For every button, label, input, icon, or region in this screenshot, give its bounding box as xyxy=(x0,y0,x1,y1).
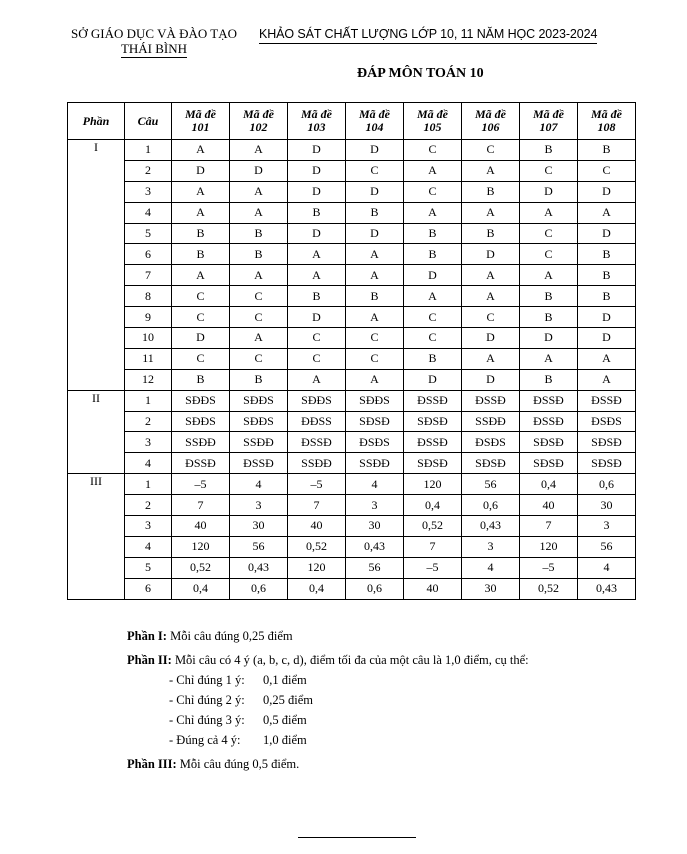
answer-cell: C xyxy=(230,307,288,328)
answer-cell: C xyxy=(404,140,462,161)
answer-cell: ĐSSĐ xyxy=(404,432,462,453)
answer-cell: 30 xyxy=(230,516,288,537)
answer-cell: D xyxy=(404,369,462,390)
answer-cell: A xyxy=(462,348,520,369)
answer-cell: 56 xyxy=(578,536,636,557)
answer-cell: C xyxy=(404,307,462,328)
col-cau-header: Câu xyxy=(125,103,172,140)
answer-cell: B xyxy=(288,286,346,307)
question-number-cell: 9 xyxy=(125,307,172,328)
question-number-cell: 1 xyxy=(125,390,172,411)
answer-cell: C xyxy=(346,348,404,369)
answer-cell: B xyxy=(404,244,462,265)
table-row xyxy=(68,516,636,537)
answer-cell: B xyxy=(520,286,578,307)
answer-cell: A xyxy=(230,328,288,349)
answer-cell: C xyxy=(404,181,462,202)
answer-cell: C xyxy=(230,286,288,307)
answer-cell: A xyxy=(520,202,578,223)
answer-cell: 7 xyxy=(288,495,346,516)
answer-cell: C xyxy=(346,328,404,349)
answer-cell: C xyxy=(172,307,230,328)
answer-cell: SSĐĐ xyxy=(230,432,288,453)
answer-cell: B xyxy=(172,244,230,265)
answer-cell: C xyxy=(520,244,578,265)
answer-cell: B xyxy=(520,369,578,390)
org-line1: SỞ GIÁO DỤC VÀ ĐÀO TẠO xyxy=(71,26,237,41)
note-item-value: 0,1 điểm xyxy=(263,673,307,687)
question-number-cell: 4 xyxy=(125,453,172,474)
answer-cell: 7 xyxy=(172,495,230,516)
answer-cell: SĐĐS xyxy=(288,390,346,411)
answer-cell: SĐSĐ xyxy=(520,432,578,453)
note-item-label: - Đúng cả 4 ý: xyxy=(169,733,241,747)
table-row xyxy=(68,223,636,244)
answer-table xyxy=(67,102,636,600)
answer-cell: A xyxy=(346,244,404,265)
answer-cell: 3 xyxy=(346,495,404,516)
answer-cell: 3 xyxy=(578,516,636,537)
answer-cell: 0,6 xyxy=(462,495,520,516)
col-code-header: Mã đề 102 xyxy=(230,103,288,140)
answer-cell: SSĐĐ xyxy=(288,453,346,474)
note-part2 xyxy=(127,652,529,668)
answer-cell: B xyxy=(462,223,520,244)
question-number-cell: 12 xyxy=(125,369,172,390)
question-number-cell: 2 xyxy=(125,160,172,181)
note-part2-item xyxy=(127,710,529,730)
question-number-cell: 5 xyxy=(125,557,172,578)
note-part2-label: Phần II: xyxy=(127,653,172,667)
answer-cell: SĐĐS xyxy=(172,411,230,432)
answer-cell: C xyxy=(520,223,578,244)
answer-cell: 0,6 xyxy=(346,578,404,599)
answer-cell: –5 xyxy=(172,474,230,495)
answer-cell: C xyxy=(404,328,462,349)
col-code-header: Mã đề 108 xyxy=(578,103,636,140)
col-phan-header: Phần xyxy=(68,103,125,140)
answer-cell: 56 xyxy=(346,557,404,578)
answer-cell: D xyxy=(172,160,230,181)
answer-cell: SĐĐS xyxy=(230,390,288,411)
question-number-cell: 6 xyxy=(125,578,172,599)
answer-cell: 7 xyxy=(520,516,578,537)
answer-cell: A xyxy=(578,348,636,369)
table-row xyxy=(68,390,636,411)
question-number-cell: 3 xyxy=(125,516,172,537)
answer-cell: SĐSĐ xyxy=(404,453,462,474)
question-number-cell: 4 xyxy=(125,536,172,557)
answer-cell: D xyxy=(288,140,346,161)
answer-cell: 0,4 xyxy=(404,495,462,516)
note-part3-label: Phần III: xyxy=(127,757,177,771)
answer-cell: D xyxy=(288,181,346,202)
answer-cell: D xyxy=(462,369,520,390)
answer-cell: ĐSĐS xyxy=(462,432,520,453)
answer-cell: SĐĐS xyxy=(230,411,288,432)
answer-cell: 3 xyxy=(462,536,520,557)
col-code-header: Mã đề 106 xyxy=(462,103,520,140)
answer-cell: C xyxy=(288,348,346,369)
table-row xyxy=(68,328,636,349)
answer-cell: A xyxy=(172,140,230,161)
answer-cell: C xyxy=(578,160,636,181)
note-part2-item xyxy=(127,690,529,710)
table-body xyxy=(68,140,636,600)
answer-cell: SĐSĐ xyxy=(346,411,404,432)
table-row xyxy=(68,474,636,495)
answer-cell: A xyxy=(172,202,230,223)
scoring-notes xyxy=(127,628,529,772)
answer-cell: C xyxy=(520,160,578,181)
answer-cell: 0,43 xyxy=(462,516,520,537)
answer-cell: ĐSSĐ xyxy=(578,390,636,411)
answer-cell: 120 xyxy=(404,474,462,495)
col-code-header: Mã đề 101 xyxy=(172,103,230,140)
answer-cell: B xyxy=(520,307,578,328)
answer-cell: ĐSSĐ xyxy=(172,453,230,474)
answer-cell: 40 xyxy=(520,495,578,516)
org-line2: THÁI BÌNH xyxy=(120,41,188,56)
answer-cell: A xyxy=(288,369,346,390)
answer-cell: 120 xyxy=(172,536,230,557)
table-row xyxy=(68,202,636,223)
answer-cell: ĐSSĐ xyxy=(230,453,288,474)
answer-cell: 0,52 xyxy=(288,536,346,557)
answer-cell: 0,43 xyxy=(346,536,404,557)
answer-cell: 0,4 xyxy=(288,578,346,599)
answer-cell: ĐSSĐ xyxy=(288,432,346,453)
answer-cell: D xyxy=(288,160,346,181)
answer-cell: A xyxy=(346,307,404,328)
note-part2-item xyxy=(127,670,529,690)
col-code-header: Mã đề 107 xyxy=(520,103,578,140)
answer-cell: SĐĐS xyxy=(346,390,404,411)
note-part1-label: Phần I: xyxy=(127,629,167,643)
answer-cell: A xyxy=(520,265,578,286)
answer-cell: A xyxy=(462,160,520,181)
answer-cell: 0,6 xyxy=(230,578,288,599)
answer-cell: D xyxy=(520,181,578,202)
note-part3 xyxy=(127,756,529,772)
table-row xyxy=(68,265,636,286)
answer-cell: A xyxy=(462,265,520,286)
question-number-cell: 2 xyxy=(125,411,172,432)
answer-cell: 120 xyxy=(288,557,346,578)
answer-cell: A xyxy=(288,244,346,265)
note-part2-text: Mỗi câu có 4 ý (a, b, c, d), điểm tối đa của một câu là 1,0 điểm, cụ thể: xyxy=(171,653,529,667)
answer-cell: 30 xyxy=(346,516,404,537)
answer-cell: B xyxy=(288,202,346,223)
table-row xyxy=(68,181,636,202)
answer-cell: 30 xyxy=(578,495,636,516)
answer-cell: C xyxy=(172,286,230,307)
answer-cell: ĐSSĐ xyxy=(520,411,578,432)
answer-cell: A xyxy=(230,140,288,161)
question-number-cell: 6 xyxy=(125,244,172,265)
answer-cell: A xyxy=(230,265,288,286)
answer-cell: C xyxy=(462,140,520,161)
note-part1-text: Mỗi câu đúng 0,25 điểm xyxy=(166,629,293,643)
note-item-value: 0,5 điểm xyxy=(263,713,307,727)
answer-cell: 4 xyxy=(230,474,288,495)
table-row xyxy=(68,307,636,328)
table-row xyxy=(68,286,636,307)
question-number-cell: 5 xyxy=(125,223,172,244)
table-row xyxy=(68,578,636,599)
answer-cell: ĐSĐS xyxy=(346,432,404,453)
answer-cell: D xyxy=(404,265,462,286)
note-item-value: 0,25 điểm xyxy=(263,693,313,707)
answer-cell: D xyxy=(462,328,520,349)
exam-title: KHẢO SÁT CHẤT LƯỢNG LỚP 10, 11 NĂM HỌC 2023-2024 xyxy=(259,27,597,44)
answer-cell: A xyxy=(172,181,230,202)
answer-cell: ĐSSĐ xyxy=(520,390,578,411)
answer-cell: 4 xyxy=(578,557,636,578)
col-code-header: Mã đề 104 xyxy=(346,103,404,140)
answer-cell: B xyxy=(230,223,288,244)
answer-cell: B xyxy=(172,369,230,390)
answer-cell: 40 xyxy=(404,578,462,599)
answer-cell: 4 xyxy=(462,557,520,578)
answer-cell: B xyxy=(578,265,636,286)
answer-cell: B xyxy=(404,223,462,244)
answer-cell: SĐSĐ xyxy=(462,453,520,474)
answer-cell: SĐSĐ xyxy=(520,453,578,474)
answer-cell: D xyxy=(578,328,636,349)
note-part2-items xyxy=(127,670,529,750)
note-part1 xyxy=(127,628,529,644)
end-divider xyxy=(298,837,416,838)
answer-cell: –5 xyxy=(520,557,578,578)
question-number-cell: 8 xyxy=(125,286,172,307)
answer-cell: A xyxy=(230,202,288,223)
answer-cell: B xyxy=(462,181,520,202)
question-number-cell: 1 xyxy=(125,140,172,161)
answer-cell: 3 xyxy=(230,495,288,516)
answer-cell: D xyxy=(578,223,636,244)
question-number-cell: 3 xyxy=(125,181,172,202)
answer-cell: 56 xyxy=(230,536,288,557)
answer-cell: 0,4 xyxy=(520,474,578,495)
answer-cell: D xyxy=(462,244,520,265)
table-row xyxy=(68,411,636,432)
answer-cell: D xyxy=(346,223,404,244)
phan-cell: I xyxy=(68,140,125,391)
answer-cell: A xyxy=(230,181,288,202)
answer-cell: SĐSĐ xyxy=(404,411,462,432)
question-number-cell: 10 xyxy=(125,328,172,349)
answer-cell: 0,52 xyxy=(520,578,578,599)
col-code-header: Mã đề 103 xyxy=(288,103,346,140)
answer-cell: B xyxy=(520,140,578,161)
note-item-value: 1,0 điểm xyxy=(263,733,307,747)
answer-cell: A xyxy=(346,369,404,390)
answer-cell: 120 xyxy=(520,536,578,557)
question-number-cell: 2 xyxy=(125,495,172,516)
answer-cell: A xyxy=(346,265,404,286)
answer-cell: 7 xyxy=(404,536,462,557)
answer-cell: B xyxy=(346,202,404,223)
answer-cell: A xyxy=(404,202,462,223)
answer-cell: –5 xyxy=(404,557,462,578)
table-row xyxy=(68,140,636,161)
answer-cell: C xyxy=(462,307,520,328)
answer-cell: SĐĐS xyxy=(172,390,230,411)
table-row xyxy=(68,495,636,516)
answer-cell: A xyxy=(520,348,578,369)
answer-cell: 0,43 xyxy=(230,557,288,578)
answer-cell: 0,6 xyxy=(578,474,636,495)
answer-cell: A xyxy=(578,202,636,223)
answer-cell: B xyxy=(230,369,288,390)
answer-cell: D xyxy=(288,307,346,328)
table-row xyxy=(68,536,636,557)
answer-cell: 40 xyxy=(172,516,230,537)
phan-cell: III xyxy=(68,474,125,599)
answer-cell: 0,52 xyxy=(404,516,462,537)
note-item-label: - Chỉ đúng 1 ý: xyxy=(169,673,245,687)
table-header-row xyxy=(68,103,636,140)
table-row xyxy=(68,348,636,369)
answer-cell: C xyxy=(288,328,346,349)
question-number-cell: 7 xyxy=(125,265,172,286)
answer-cell: ĐSĐS xyxy=(578,411,636,432)
answer-cell: 56 xyxy=(462,474,520,495)
answer-cell: 40 xyxy=(288,516,346,537)
table-row xyxy=(68,160,636,181)
answer-cell: –5 xyxy=(288,474,346,495)
answer-cell: ĐSSĐ xyxy=(462,390,520,411)
org-header xyxy=(64,26,244,58)
answer-cell: A xyxy=(288,265,346,286)
answer-cell: SĐSĐ xyxy=(578,453,636,474)
phan-cell: II xyxy=(68,390,125,474)
table-row xyxy=(68,453,636,474)
answer-cell: D xyxy=(520,328,578,349)
answer-cell: D xyxy=(346,181,404,202)
answer-cell: C xyxy=(172,348,230,369)
table-row xyxy=(68,369,636,390)
table-row xyxy=(68,432,636,453)
question-number-cell: 3 xyxy=(125,432,172,453)
table-row xyxy=(68,244,636,265)
answer-cell: D xyxy=(172,328,230,349)
answer-cell: B xyxy=(346,286,404,307)
answer-cell: 0,52 xyxy=(172,557,230,578)
question-number-cell: 1 xyxy=(125,474,172,495)
answer-cell: A xyxy=(462,286,520,307)
answer-cell: ĐĐSS xyxy=(288,411,346,432)
answer-cell: B xyxy=(172,223,230,244)
answer-cell: C xyxy=(230,348,288,369)
answer-cell: B xyxy=(578,244,636,265)
doc-title: ĐÁP MÔN TOÁN 10 xyxy=(357,66,484,81)
note-part3-text: Mỗi câu đúng 0,5 điểm. xyxy=(176,757,300,771)
note-item-label: - Chỉ đúng 2 ý: xyxy=(169,693,245,707)
answer-cell: B xyxy=(578,140,636,161)
answer-cell: D xyxy=(578,181,636,202)
note-item-label: - Chỉ đúng 3 ý: xyxy=(169,713,245,727)
answer-cell: 0,43 xyxy=(578,578,636,599)
col-code-header: Mã đề 105 xyxy=(404,103,462,140)
answer-cell: SSĐĐ xyxy=(462,411,520,432)
note-part2-item xyxy=(127,730,529,750)
question-number-cell: 11 xyxy=(125,348,172,369)
answer-cell: B xyxy=(230,244,288,265)
answer-cell: A xyxy=(462,202,520,223)
answer-cell: A xyxy=(404,160,462,181)
answer-cell: D xyxy=(288,223,346,244)
answer-cell: 0,4 xyxy=(172,578,230,599)
answer-cell: ĐSSĐ xyxy=(404,390,462,411)
answer-cell: SSĐĐ xyxy=(172,432,230,453)
answer-cell: D xyxy=(578,307,636,328)
answer-cell: A xyxy=(578,369,636,390)
answer-cell: 30 xyxy=(462,578,520,599)
answer-cell: D xyxy=(230,160,288,181)
answer-cell: SĐSĐ xyxy=(578,432,636,453)
answer-cell: 4 xyxy=(346,474,404,495)
exam-header xyxy=(259,27,601,44)
answer-cell: C xyxy=(346,160,404,181)
answer-cell: SSĐĐ xyxy=(346,453,404,474)
answer-cell: B xyxy=(578,286,636,307)
table-row xyxy=(68,557,636,578)
answer-cell: D xyxy=(346,140,404,161)
answer-cell: A xyxy=(172,265,230,286)
answer-cell: A xyxy=(404,286,462,307)
answer-cell: B xyxy=(404,348,462,369)
question-number-cell: 4 xyxy=(125,202,172,223)
